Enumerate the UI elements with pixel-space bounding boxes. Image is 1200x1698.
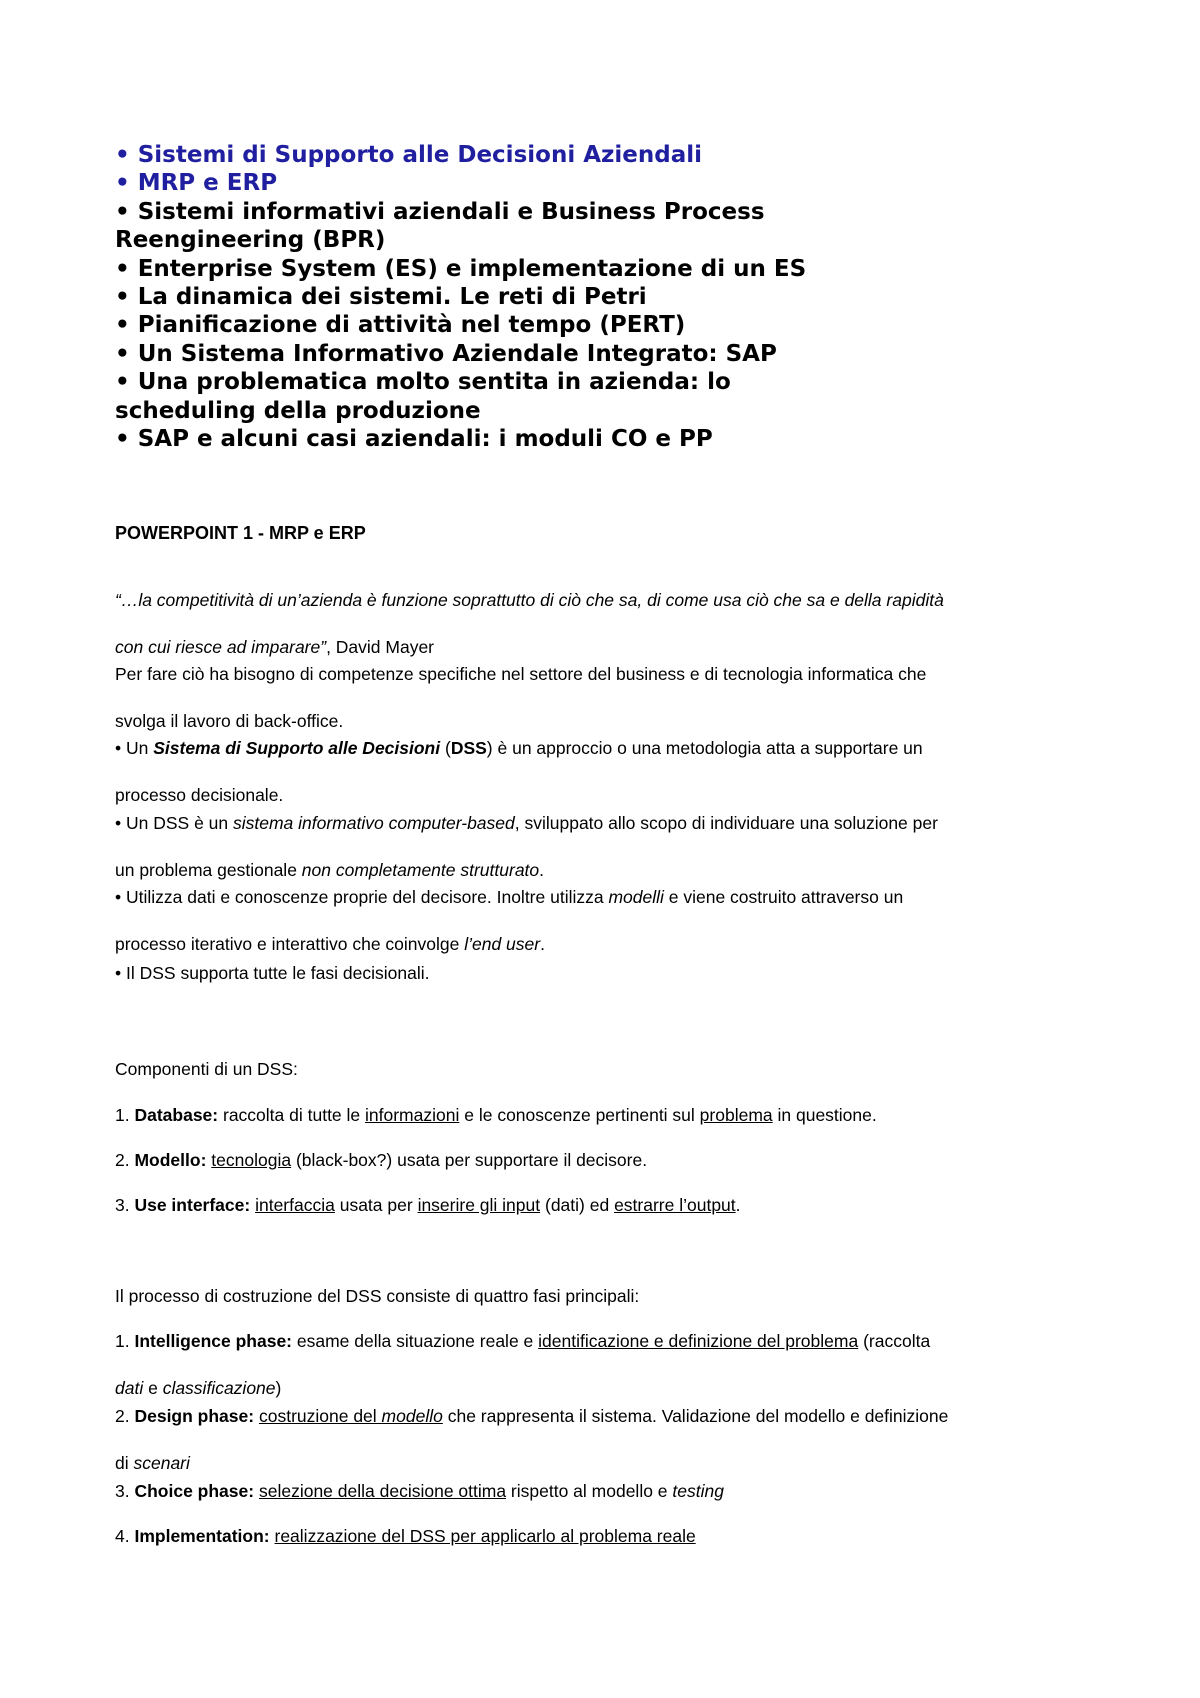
text: processo iterativo e interattivo che coinvolge <box>115 934 465 954</box>
label: Database: <box>134 1104 219 1125</box>
term: non completamente strutturato <box>301 860 540 880</box>
text: è un approccio o una metodologia atta a supportare un <box>492 737 923 758</box>
term: testing <box>672 1480 724 1501</box>
topics-list <box>115 141 1095 453</box>
term: modelli <box>608 886 664 907</box>
label: Modello: <box>134 1149 207 1170</box>
text: 3. <box>115 1194 135 1215</box>
bullet-dss-phases <box>115 940 1095 1005</box>
text: Il processo di costruzione del DSS consiste di quattro fasi principali: <box>115 1285 640 1306</box>
text: un problema gestionale <box>115 860 302 880</box>
text: . <box>735 1194 741 1215</box>
topic-item: scheduling della produzione <box>115 397 481 424</box>
underlined-term: inserire gli input <box>417 1194 541 1215</box>
quote-text: “…la competitività di un’azienda è funzione soprattutto di ciò che sa, di come usa ciò che sa e della rapidità <box>115 589 944 610</box>
text: ) <box>275 1378 282 1398</box>
text: 1. <box>115 1330 135 1351</box>
text: (black-box?) usata per supportare il decisore. <box>291 1149 648 1170</box>
term: scenari <box>133 1453 190 1473</box>
underlined-term: realizzazione del DSS per applicarlo al problema reale <box>274 1525 696 1546</box>
label: Design phase: <box>134 1405 255 1426</box>
underlined-term: estrarre l’output <box>614 1194 736 1215</box>
text: • Un DSS è un <box>115 812 233 833</box>
label: Intelligence phase: <box>134 1330 293 1351</box>
component-item <box>115 1172 1095 1237</box>
quote-author: , David Mayer <box>326 637 435 657</box>
text: • Un <box>115 737 154 758</box>
underlined-term: costruzione del <box>258 1405 382 1426</box>
topic-item: • Pianificazione di attività nel tempo (PERT) <box>115 312 686 339</box>
underlined-term: identificazione e definizione del problema <box>538 1330 859 1351</box>
topic-item: • Enterprise System (ES) e implementazione di un ES <box>115 255 807 282</box>
text: 1. <box>115 1104 135 1125</box>
text: ( <box>440 737 451 758</box>
text: • Il DSS supporta tutte le fasi decisionali. <box>115 962 430 983</box>
term: classificazione <box>162 1378 276 1398</box>
text: in questione. <box>772 1104 877 1125</box>
text: usata per <box>334 1194 418 1215</box>
phase-item <box>115 1503 1095 1568</box>
section-title: POWERPOINT 1 - MRP e ERP <box>115 523 366 543</box>
topic-item: • La dinamica dei sistemi. Le reti di Petri <box>115 284 647 311</box>
underlined-term: tecnologia <box>211 1149 292 1170</box>
topic-item: Reengineering (BPR) <box>115 227 386 254</box>
text: Componenti di un DSS: <box>115 1058 298 1079</box>
underlined-term: selezione della decisione ottima <box>258 1480 507 1501</box>
paragraph-line: svolga il lavoro di back-office. <box>115 711 344 731</box>
abbr: DSS <box>450 737 487 758</box>
underlined-term: interfaccia <box>255 1194 335 1215</box>
text: ) <box>486 737 493 758</box>
text: 2. <box>115 1149 135 1170</box>
term: dati <box>115 1378 144 1398</box>
term: sistema informativo computer-based <box>233 812 515 833</box>
underlined-term: modello <box>381 1405 443 1426</box>
underlined-term: informazioni <box>365 1104 460 1125</box>
topic-item: • Una problematica molto sentita in azienda: lo <box>115 369 731 396</box>
text: (raccolta <box>858 1330 931 1351</box>
text: esame della situazione reale e <box>292 1330 539 1351</box>
text: . <box>539 860 545 880</box>
text: . <box>540 934 545 954</box>
underlined-term: problema <box>699 1104 773 1125</box>
topic-item: • Sistemi informativi aziendali e Business Process <box>115 198 765 225</box>
term: l’end user <box>464 934 541 954</box>
text: che rappresenta il sistema. Validazione del modello e definizione <box>442 1405 949 1426</box>
label: Implementation: <box>134 1525 270 1546</box>
term: Sistema di Supporto alle Decisioni <box>153 737 441 758</box>
text: e viene costruito attraverso un <box>663 886 904 907</box>
text: (dati) ed <box>540 1194 615 1215</box>
topic-item: • Un Sistema Informativo Aziendale Integrato: SAP <box>115 340 777 367</box>
text: e le conoscenze pertinenti sul <box>459 1104 700 1125</box>
text: di <box>115 1453 134 1473</box>
text: , sviluppato allo scopo di individuare una soluzione per <box>514 812 938 833</box>
label: Choice phase: <box>134 1480 255 1501</box>
text: 3. <box>115 1480 135 1501</box>
paragraph-line: Per fare ciò ha bisogno di competenze specifiche nel settore del business e di tecnologia informatica che <box>115 663 927 684</box>
quote-text: con cui riesce ad imparare” <box>115 637 327 657</box>
text: 2. <box>115 1405 135 1426</box>
topic-item: • MRP e ERP <box>115 170 278 197</box>
topic-item: • SAP e alcuni casi aziendali: i moduli CO e PP <box>115 426 713 453</box>
text: • Utilizza dati e conoscenze proprie del decisore. Inoltre utilizza <box>115 886 609 907</box>
text: e <box>143 1378 163 1398</box>
label: Use interface: <box>134 1194 251 1215</box>
topic-item: • Sistemi di Supporto alle Decisioni Aziendali <box>115 142 703 168</box>
text: processo decisionale. <box>115 785 284 805</box>
text: raccolta di tutte le <box>218 1104 366 1125</box>
text: 4. <box>115 1525 135 1546</box>
text: rispetto al modello e <box>506 1480 673 1501</box>
